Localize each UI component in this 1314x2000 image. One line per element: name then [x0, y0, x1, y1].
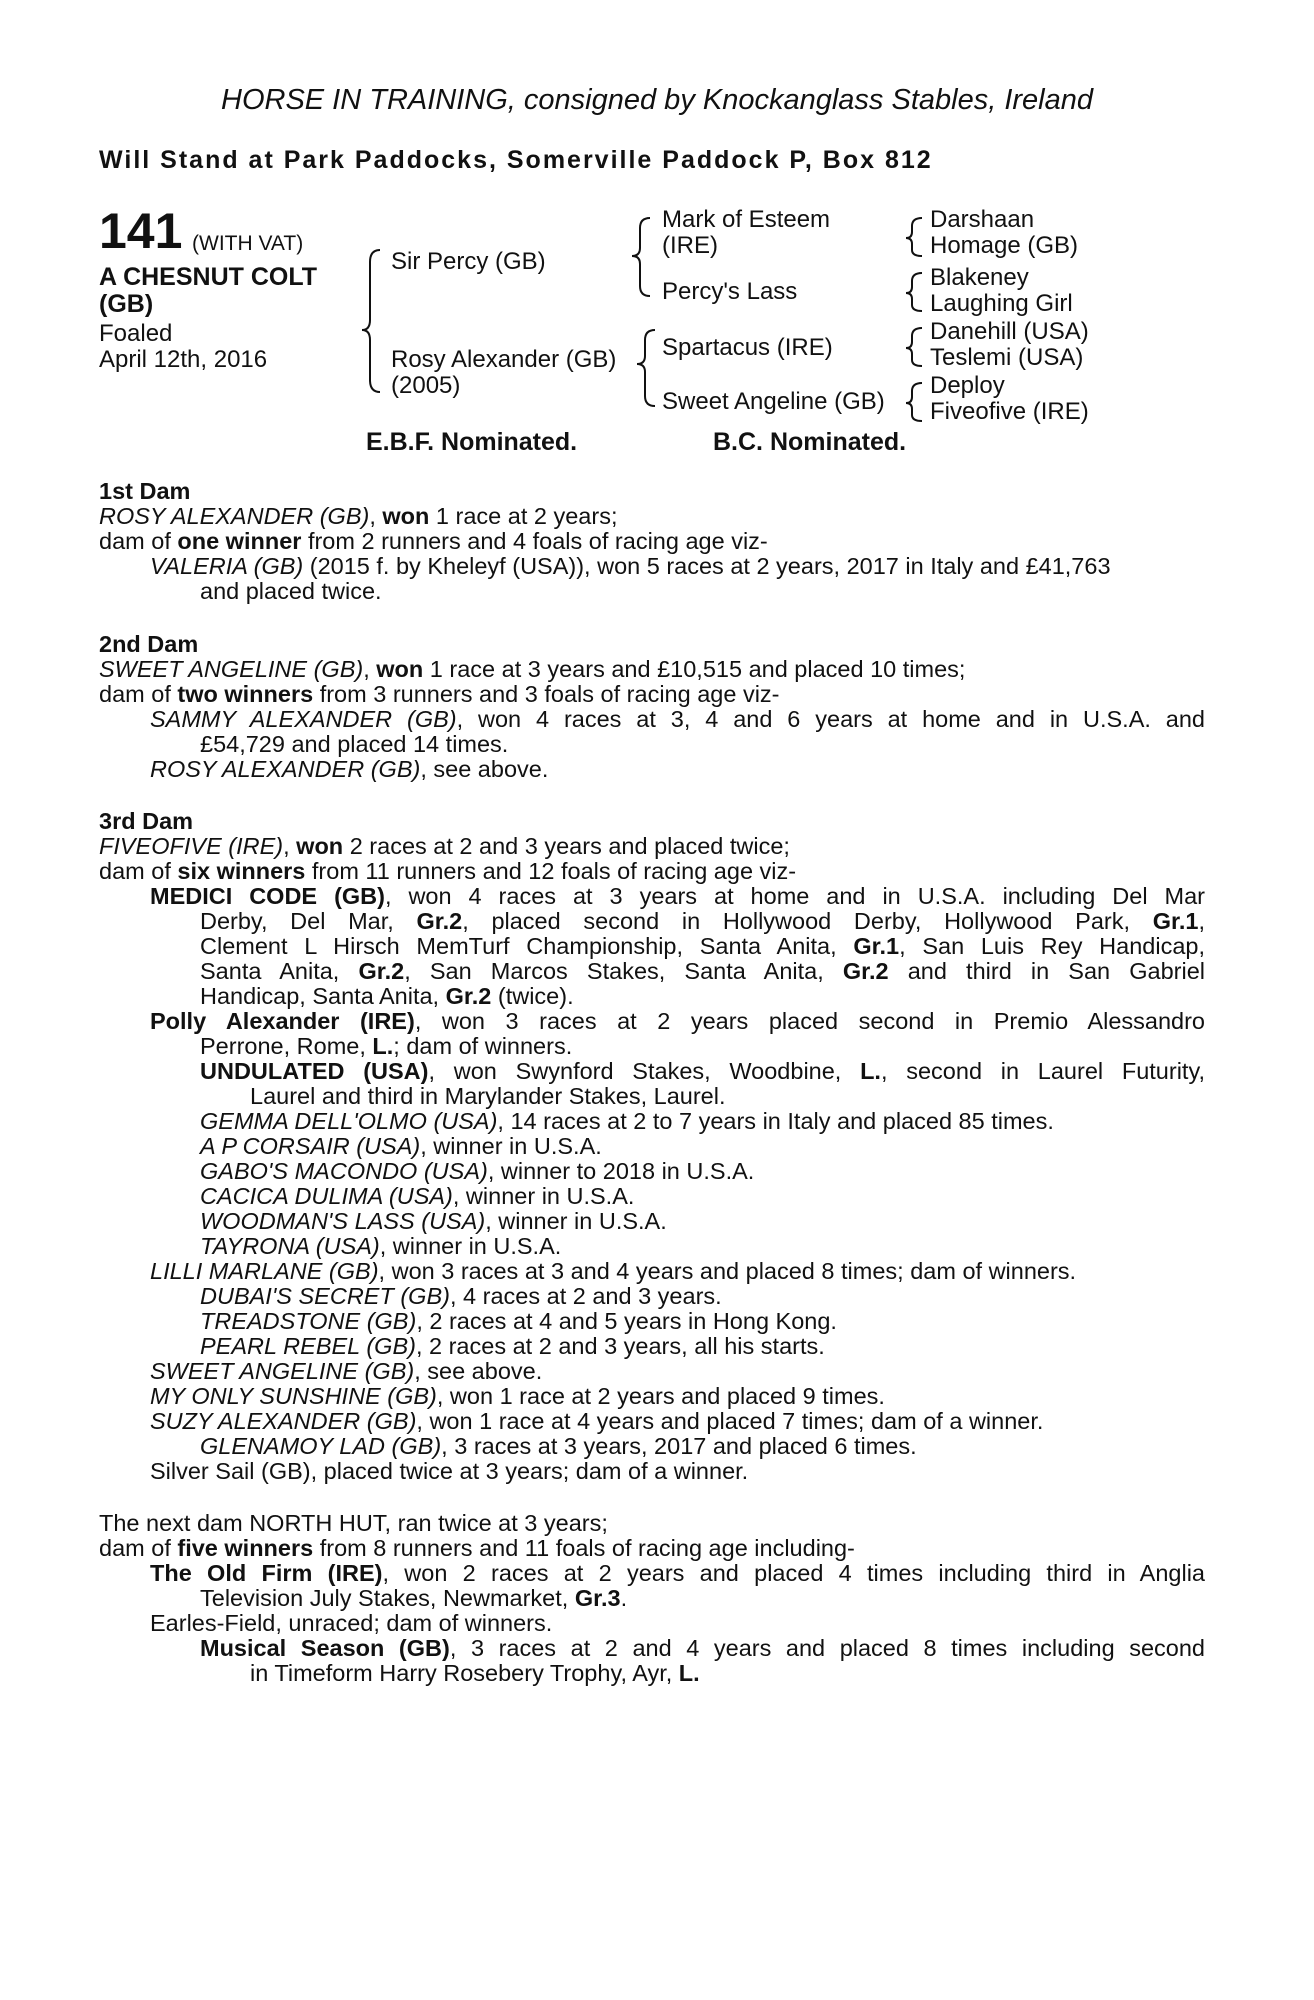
text-line: SWEET ANGELINE (GB), won 1 race at 3 years and £10,515 and placed 10 times;	[99, 656, 966, 682]
sire-dam: Percy's Lass	[662, 278, 798, 305]
lot-name-line1: A CHESNUT COLT	[99, 263, 318, 291]
text-line: A P CORSAIR (USA), winner in U.S.A.	[200, 1133, 602, 1159]
text-line: VALERIA (GB) (2015 f. by Kheleyf (USA)), won 5 races at 2 years, 2017 in Italy and £41,763	[150, 553, 1111, 579]
text-line: dam of five winners from 8 runners and 11 foals of racing age including-	[99, 1535, 855, 1561]
text-line: MY ONLY SUNSHINE (GB), won 1 race at 2 years and placed 9 times.	[150, 1383, 885, 1409]
grandparent-6: Teslemi (USA)	[930, 344, 1084, 371]
text-line: Perrone, Rome, L.; dam of winners.	[200, 1033, 573, 1059]
text-line: £54,729 and placed 14 times.	[200, 731, 509, 757]
grandparent-3: Blakeney	[930, 264, 1029, 291]
grandparent-2: Homage (GB)	[930, 232, 1079, 259]
grandparent-5: Danehill (USA)	[930, 318, 1089, 345]
text-line: Polly Alexander (IRE), won 3 races at 2 years placed second in Premio Alessandro	[150, 1008, 1205, 1034]
text-line: Silver Sail (GB), placed twice at 3 years; dam of a winner.	[150, 1458, 749, 1484]
text-line: Musical Season (GB), 3 races at 2 and 4 years and placed 8 times including second	[200, 1635, 1205, 1661]
text-line: dam of two winners from 3 runners and 3 foals of racing age viz-	[99, 681, 780, 707]
dam-dam: Sweet Angeline (GB)	[662, 388, 885, 415]
dam-sire: Spartacus (IRE)	[662, 334, 833, 361]
dam-year: (2005)	[391, 372, 461, 399]
lot-number: 141	[99, 203, 183, 259]
text-line: CACICA DULIMA (USA), winner in U.S.A.	[200, 1183, 635, 1209]
pedigree-braces	[0, 0, 1314, 460]
text-line: Laurel and third in Marylander Stakes, Laurel.	[250, 1083, 726, 1109]
text-line: SUZY ALEXANDER (GB), won 1 race at 4 years and placed 7 times; dam of a winner.	[150, 1408, 1044, 1434]
sire-sire-line2: (IRE)	[662, 232, 718, 259]
text-line: SAMMY ALEXANDER (GB), won 4 races at 3, 4 and 6 years at home and in U.S.A. and	[150, 706, 1205, 732]
section-heading-2nd-dam: 2nd Dam	[99, 631, 199, 657]
text-line: WOODMAN'S LASS (USA), winner in U.S.A.	[200, 1208, 667, 1234]
sire: Sir Percy (GB)	[391, 248, 546, 275]
text-line: FIVEOFIVE (IRE), won 2 races at 2 and 3 years and placed twice;	[99, 833, 790, 859]
text-line: GEMMA DELL'OLMO (USA), 14 races at 2 to 7 years in Italy and placed 85 times.	[200, 1108, 1054, 1134]
text-line: Handicap, Santa Anita, Gr.2 (twice).	[200, 983, 574, 1009]
sire-sire-line1: Mark of Esteem	[662, 206, 831, 233]
bc-nominated: B.C. Nominated.	[713, 428, 907, 456]
text-line: TAYRONA (USA), winner in U.S.A.	[200, 1233, 562, 1259]
grandparent-8: Fiveofive (IRE)	[930, 398, 1089, 425]
grandparent-7: Deploy	[930, 372, 1005, 399]
text-line: ROSY ALEXANDER (GB), see above.	[150, 756, 549, 782]
grandparent-1: Darshaan	[930, 206, 1035, 233]
dam-name: Rosy Alexander (GB)	[391, 346, 617, 373]
text-line: Television July Stakes, Newmarket, Gr.3.	[200, 1585, 628, 1611]
stand-location: Will Stand at Park Paddocks, Somerville Paddock P, Box 812	[99, 146, 933, 174]
text-line: dam of one winner from 2 runners and 4 foals of racing age viz-	[99, 528, 768, 554]
foaled-label: Foaled	[99, 320, 173, 347]
text-line: ROSY ALEXANDER (GB), won 1 race at 2 years;	[99, 503, 618, 529]
text-line: MEDICI CODE (GB), won 4 races at 3 years at home and in U.S.A. including Del Mar	[150, 883, 1205, 909]
text-line: The Old Firm (IRE), won 2 races at 2 years and placed 4 times including third in Anglia	[150, 1560, 1206, 1586]
text-line: Earles-Field, unraced; dam of winners.	[150, 1610, 553, 1636]
text-line: dam of six winners from 11 runners and 12 foals of racing age viz-	[99, 858, 797, 884]
text-line: UNDULATED (USA), won Swynford Stakes, Woodbine, L., second in Laurel Futurity,	[200, 1058, 1205, 1084]
lot-name-line2: (GB)	[99, 290, 154, 318]
text-line: and placed twice.	[200, 578, 382, 604]
text-line: SWEET ANGELINE (GB), see above.	[150, 1358, 543, 1384]
foaled-date: April 12th, 2016	[99, 346, 268, 373]
text-line: The next dam NORTH HUT, ran twice at 3 years;	[99, 1510, 608, 1536]
text-line: GABO'S MACONDO (USA), winner to 2018 in U.S.A.	[200, 1158, 755, 1184]
text-line: DUBAI'S SECRET (GB), 4 races at 2 and 3 years.	[200, 1283, 722, 1309]
text-line: PEARL REBEL (GB), 2 races at 2 and 3 years, all his starts.	[200, 1333, 825, 1359]
text-line: in Timeform Harry Rosebery Trophy, Ayr, L.	[250, 1660, 700, 1686]
text-line: TREADSTONE (GB), 2 races at 4 and 5 years in Hong Kong.	[200, 1308, 837, 1334]
text-line: GLENAMOY LAD (GB), 3 races at 3 years, 2017 and placed 6 times.	[200, 1433, 917, 1459]
text-line: LILLI MARLANE (GB), won 3 races at 3 and 4 years and placed 8 times; dam of winners.	[150, 1258, 1077, 1284]
text-line: Derby, Del Mar, Gr.2, placed second in Hollywood Derby, Hollywood Park, Gr.1,	[200, 908, 1205, 934]
grandparent-4: Laughing Girl	[930, 290, 1073, 317]
section-heading-1st-dam: 1st Dam	[99, 478, 191, 504]
text-line: Clement L Hirsch MemTurf Championship, Santa Anita, Gr.1, San Luis Rey Handicap,	[200, 933, 1205, 959]
page-title: HORSE IN TRAINING, consigned by Knockanglass Stables, Ireland	[221, 84, 1093, 116]
vat-note: (WITH VAT)	[192, 232, 304, 255]
ebf-nominated: E.B.F. Nominated.	[366, 428, 578, 456]
section-heading-3rd-dam: 3rd Dam	[99, 808, 194, 834]
text-line: Santa Anita, Gr.2, San Marcos Stakes, Santa Anita, Gr.2 and third in San Gabriel	[200, 958, 1205, 984]
